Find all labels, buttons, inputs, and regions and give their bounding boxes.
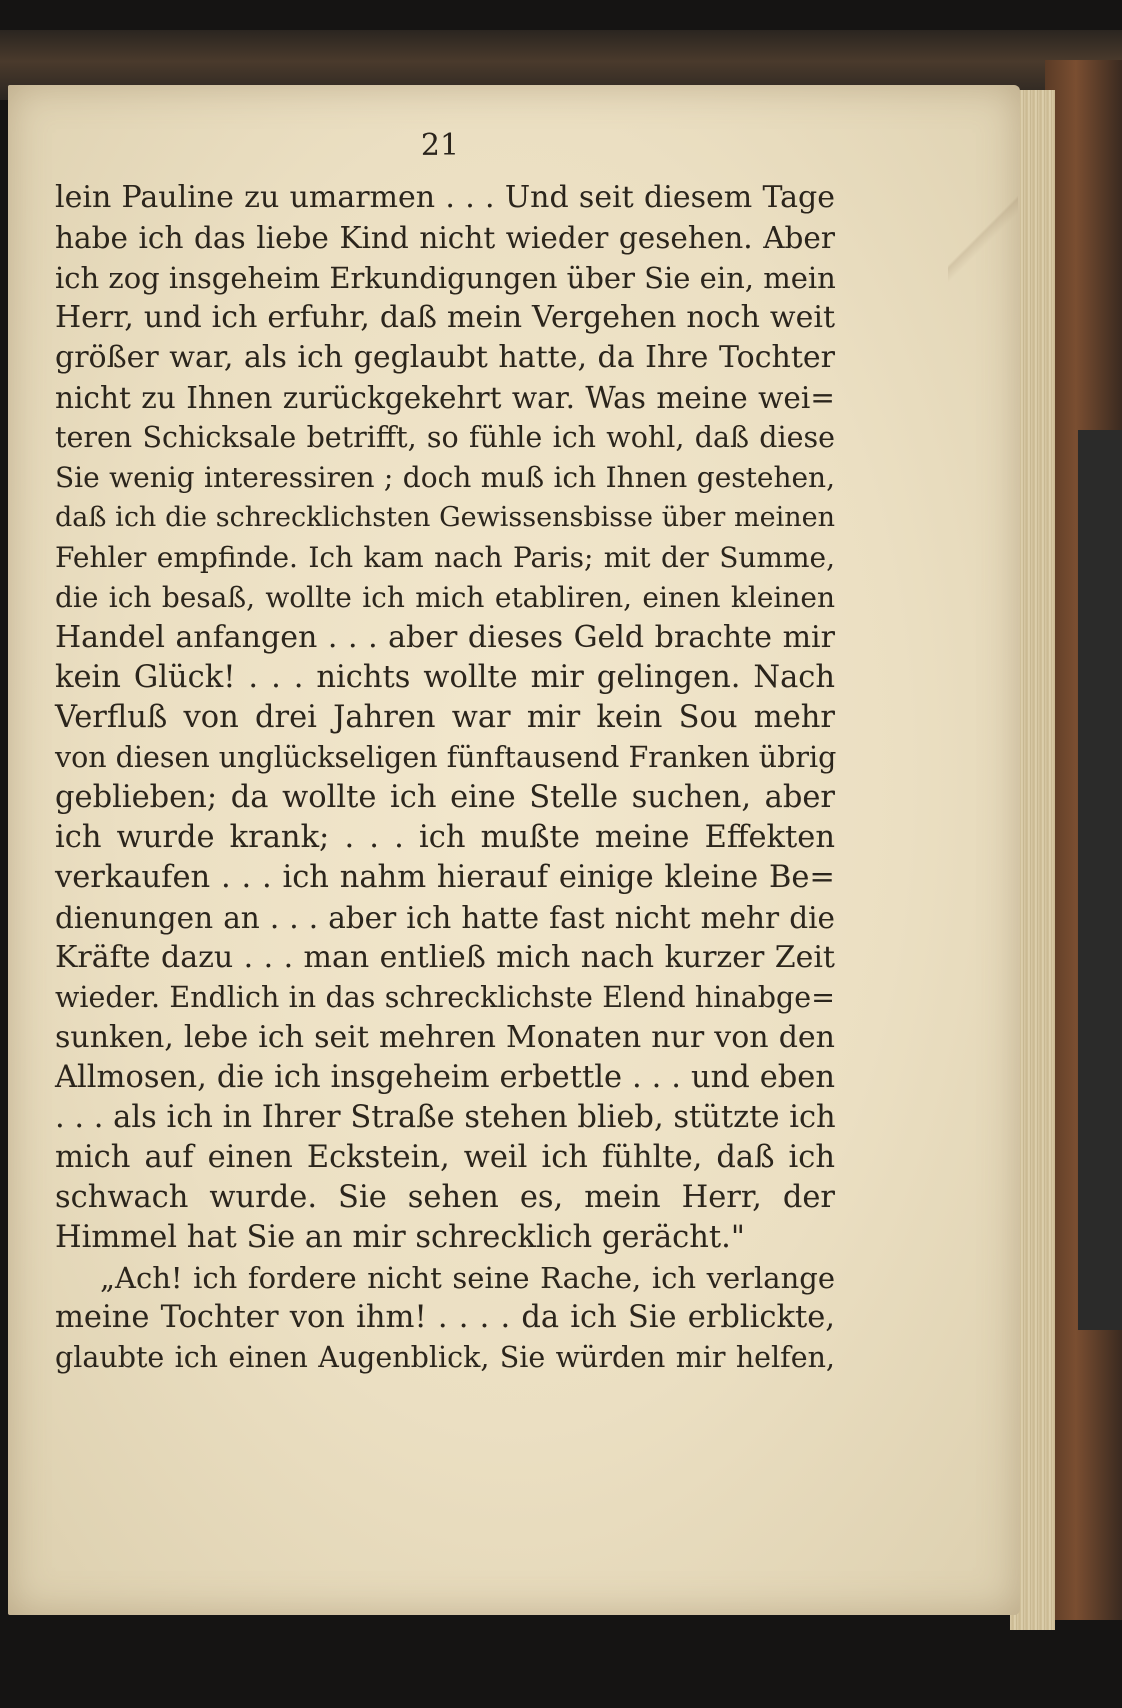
text-line: kein Glück! . . . nichts wollte mir gelingen. Nach <box>55 660 835 695</box>
text-line: dienungen an . . . aber ich hatte fast nicht mehr die <box>55 901 835 935</box>
text-line: . . . als ich in Ihrer Straße stehen blieb, stützte ich <box>55 1100 836 1135</box>
text-line: meine Tochter von ihm! . . . . da ich Sie erblickte, <box>55 1300 835 1335</box>
page-crease <box>948 175 1018 285</box>
text-line: daß ich die schrecklichsten Gewissensbisse über meinen <box>55 502 835 533</box>
text-line: Verfluß von drei Jahren war mir kein Sou mehr <box>55 700 835 735</box>
text-line: Kräfte dazu . . . man entließ mich nach kurzer Zeit <box>55 940 835 975</box>
text-line: von diesen unglückseligen fünftausend Franken übrig <box>55 741 837 774</box>
text-line: größer war, als ich geglaubt hatte, da Ihre Tochter <box>55 340 835 375</box>
text-line: geblieben; da wollte ich eine Stelle suchen, aber <box>55 780 835 815</box>
text-line: verkaufen . . . ich nahm hierauf einige kleine Be= <box>55 860 835 895</box>
text-line: Himmel hat Sie an mir schrecklich gerächt." <box>55 1220 745 1255</box>
text-line: „Ach! ich fordere nicht seine Rache, ich verlange <box>100 1261 835 1295</box>
text-line: Herr, und ich erfuhr, daß mein Vergehen noch weit <box>55 300 835 335</box>
text-line: Allmosen, die ich insgeheim erbettle . . . und eben <box>55 1060 835 1095</box>
text-line: die ich besaß, wollte ich mich etabliren, einen kleinen <box>55 581 835 614</box>
text-line: ich wurde krank; . . . ich mußte meine Effekten <box>55 820 835 855</box>
text-line: teren Schicksale betrifft, so fühle ich wohl, daß diese <box>55 421 835 454</box>
text-line: Handel anfangen . . . aber dieses Geld brachte mir <box>55 620 835 655</box>
text-line: Sie wenig interessiren ; doch muß ich Ihnen gestehen, <box>55 461 835 494</box>
body-text <box>55 178 835 1378</box>
page-number: 21 <box>420 128 460 163</box>
text-line: nicht zu Ihnen zurückgekehrt war. Was meine wei= <box>55 381 835 415</box>
text-line: lein Pauline zu umarmen . . . Und seit diesem Tage <box>55 180 835 215</box>
text-line: mich auf einen Eckstein, weil ich fühlte, daß ich <box>55 1140 835 1175</box>
text-line: wieder. Endlich in das schrecklichste Elend hinabge= <box>55 981 835 1014</box>
text-line: schwach wurde. Sie sehen es, mein Herr, der <box>55 1180 835 1215</box>
book-board <box>1078 430 1122 1330</box>
text-line: glaubte ich einen Augenblick, Sie würden mir helfen, <box>55 1341 835 1374</box>
text-line: sunken, lebe ich seit mehren Monaten nur von den <box>55 1020 835 1055</box>
text-line: habe ich das liebe Kind nicht wieder gesehen. Aber <box>55 221 835 255</box>
text-line: ich zog insgeheim Erkundigungen über Sie ein, mein <box>55 261 836 295</box>
text-line: Fehler empfinde. Ich kam nach Paris; mit der Summe, <box>55 541 835 574</box>
